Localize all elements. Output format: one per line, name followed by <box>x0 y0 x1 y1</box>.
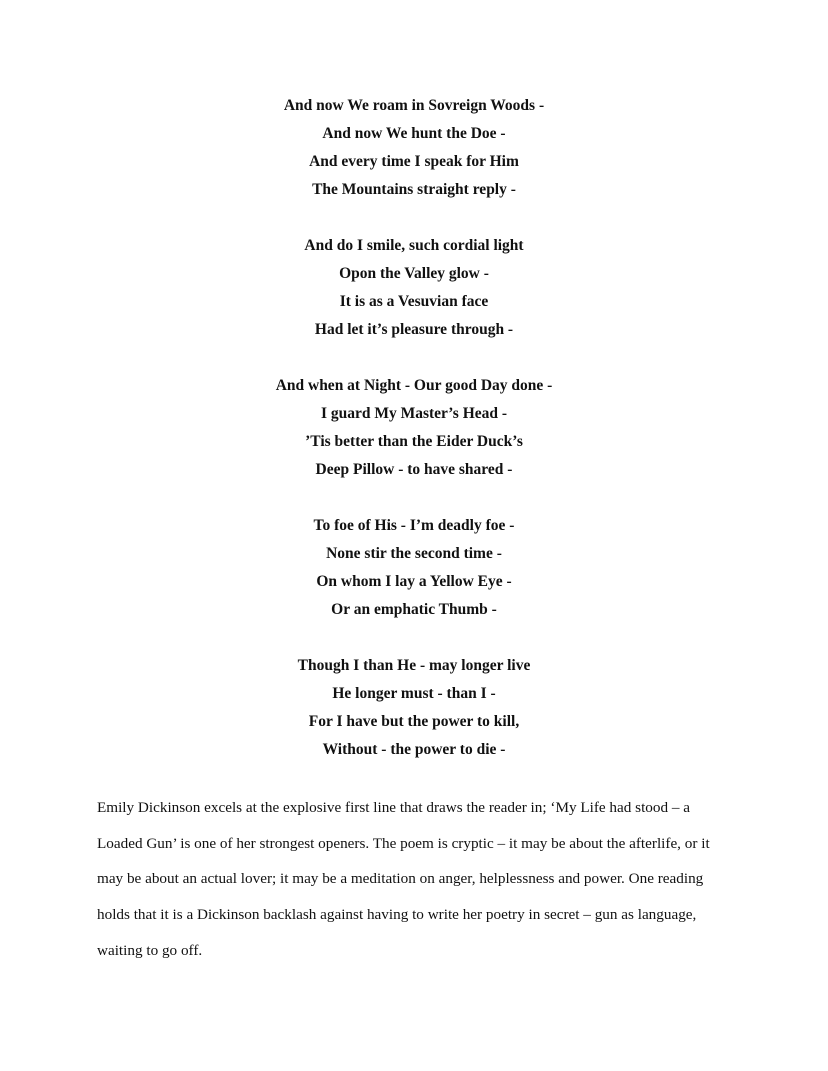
paragraph-line: Loaded Gun’ is one of her strongest openers. The poem is cryptic – it may be about the afterlife, or it <box>97 834 710 852</box>
poem-stanza-2 <box>0 232 828 344</box>
poem-line: To foe of His - I’m deadly foe - <box>313 517 515 534</box>
poem-line: And now We hunt the Doe - <box>322 125 506 142</box>
paragraph-line: holds that it is a Dickinson backlash against having to write her poetry in secret – gun as language, <box>97 906 697 924</box>
poem-line: It is as a Vesuvian face <box>339 293 489 310</box>
poem-line: Though I than He - may longer live <box>297 657 531 674</box>
poem-line: Opon the Valley glow - <box>339 265 489 282</box>
poem-stanza-3 <box>0 372 828 484</box>
poem-line: I guard My Master’s Head - <box>320 405 508 422</box>
poem-stanza-5 <box>0 652 828 764</box>
poem-stanza-1 <box>0 92 828 204</box>
poem-line: Had let it’s pleasure through - <box>314 321 514 338</box>
poem-line: Or an emphatic Thumb - <box>331 601 497 618</box>
poem-line: For I have but the power to kill, <box>308 713 520 730</box>
poem-line: And when at Night - Our good Day done - <box>275 377 553 394</box>
paragraph-line: waiting to go off. <box>97 941 203 959</box>
poem-line: The Mountains straight reply - <box>312 181 516 198</box>
paragraph-line: Emily Dickinson excels at the explosive first line that draws the reader in; ‘My Life had stood – a <box>97 799 690 816</box>
commentary-paragraph <box>97 790 737 968</box>
poem-line: ’Tis better than the Eider Duck’s <box>305 433 523 450</box>
poem-line: Without - the power to die - <box>322 741 506 758</box>
poem-line: On whom I lay a Yellow Eye - <box>316 573 512 590</box>
poem-line: And every time I speak for Him <box>309 153 519 170</box>
poem-stanza-4 <box>0 512 828 624</box>
poem <box>0 92 828 764</box>
poem-line: He longer must - than I - <box>332 685 496 702</box>
paragraph-line: may be about an actual lover; it may be a meditation on anger, helplessness and power. One reading <box>97 870 704 888</box>
poem-line: Deep Pillow - to have shared - <box>315 461 513 478</box>
poem-line: None stir the second time - <box>326 545 502 562</box>
poem-line: And do I smile, such cordial light <box>304 237 524 254</box>
poem-line: And now We roam in Sovreign Woods - <box>283 97 545 114</box>
